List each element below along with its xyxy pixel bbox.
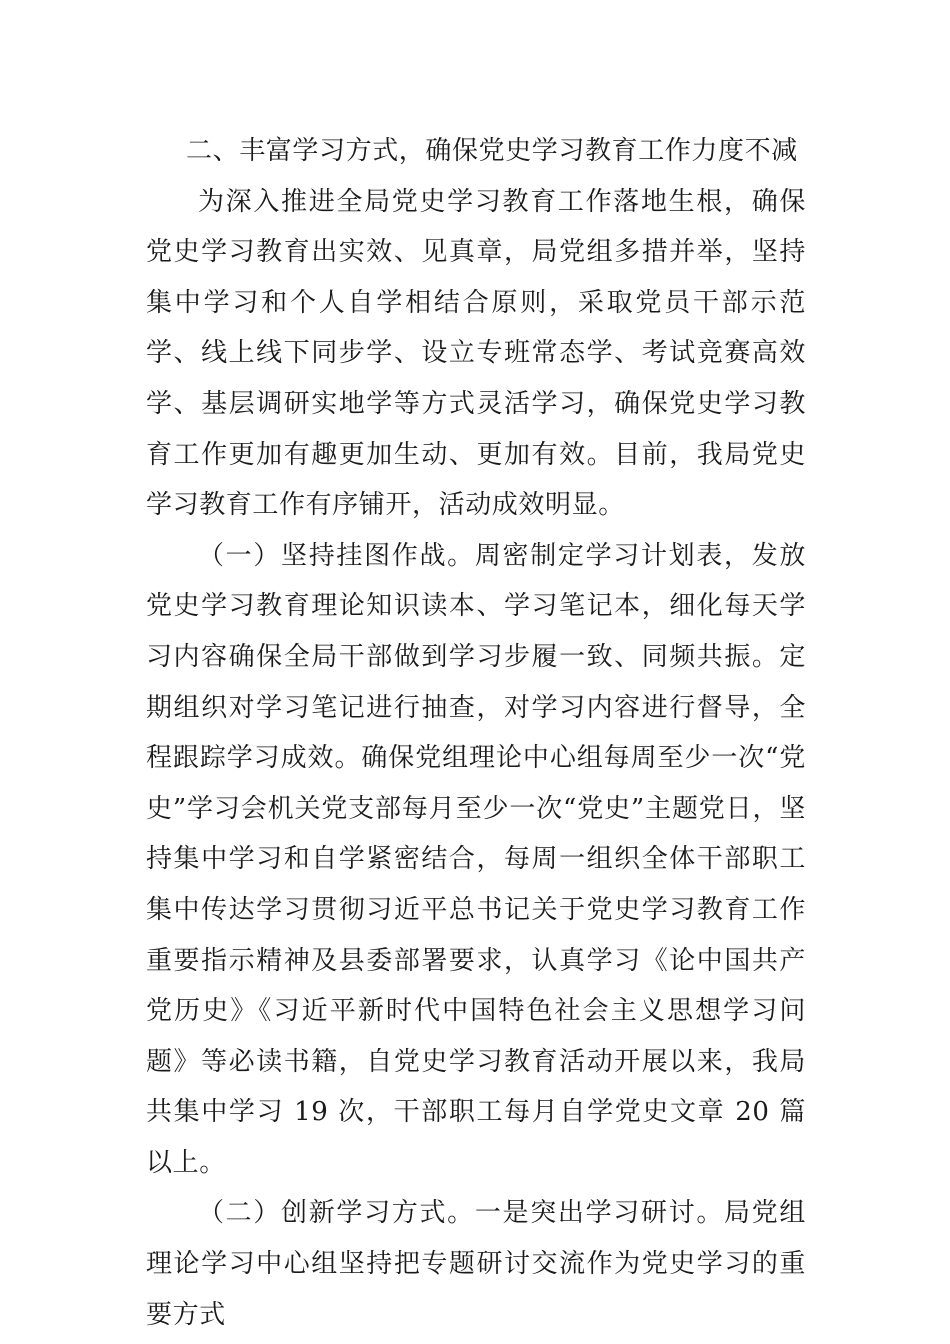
paragraph-item-2: （二）创新学习方式。一是突出学习研讨。局党组理论学习中心组坚持把专题研讨交流作为党史学习的重要方式: [146, 1198, 806, 1330]
document-body: [146, 126, 806, 1340]
paragraph-intro: 为深入推进全局党史学习教育工作落地生根，确保党史学习教育出实效、见真章，局党组多措并举，坚持集中学习和个人自学相结合原则，采取党员干部示范学、线上线下同步学、设立专班常态学、考试竞赛高效学、基层调研实地学等方式灵活学习，确保党史学习教育工作更加有趣更加生动、更加有效。目前，我局党史学习教育工作有序铺开，活动成效明显。: [146, 186, 806, 521]
paragraph-item-1: （一）坚持挂图作战。周密制定学习计划表，发放党史学习教育理论知识读本、学习笔记本，细化每天学习内容确保全局干部做到学习步履一致、同频共振。定期组织对学习笔记进行抽查，对学习内容进行督导，全程跟踪学习成效。确保党组理论中心组每周至少一次“党史”学习会机关党支部每月至少一次“党史”主题党日，坚持集中学习和自学紧密结合，每周一组织全体干部职工集中传达学习贯彻习近平总书记关于党史学习教育工作重要指示精神及县委部署要求，认真学习《论中国共产党历史》《习近平新时代中国特色社会主义思想学习问题》等必读书籍，自党史学习教育活动开展以来，我局共集中学习 19 次，干部职工每月自学党史文章 20 篇以上。: [146, 540, 806, 1178]
section-heading: 二、丰富学习方式，确保党史学习教育工作力度不减: [186, 136, 798, 166]
